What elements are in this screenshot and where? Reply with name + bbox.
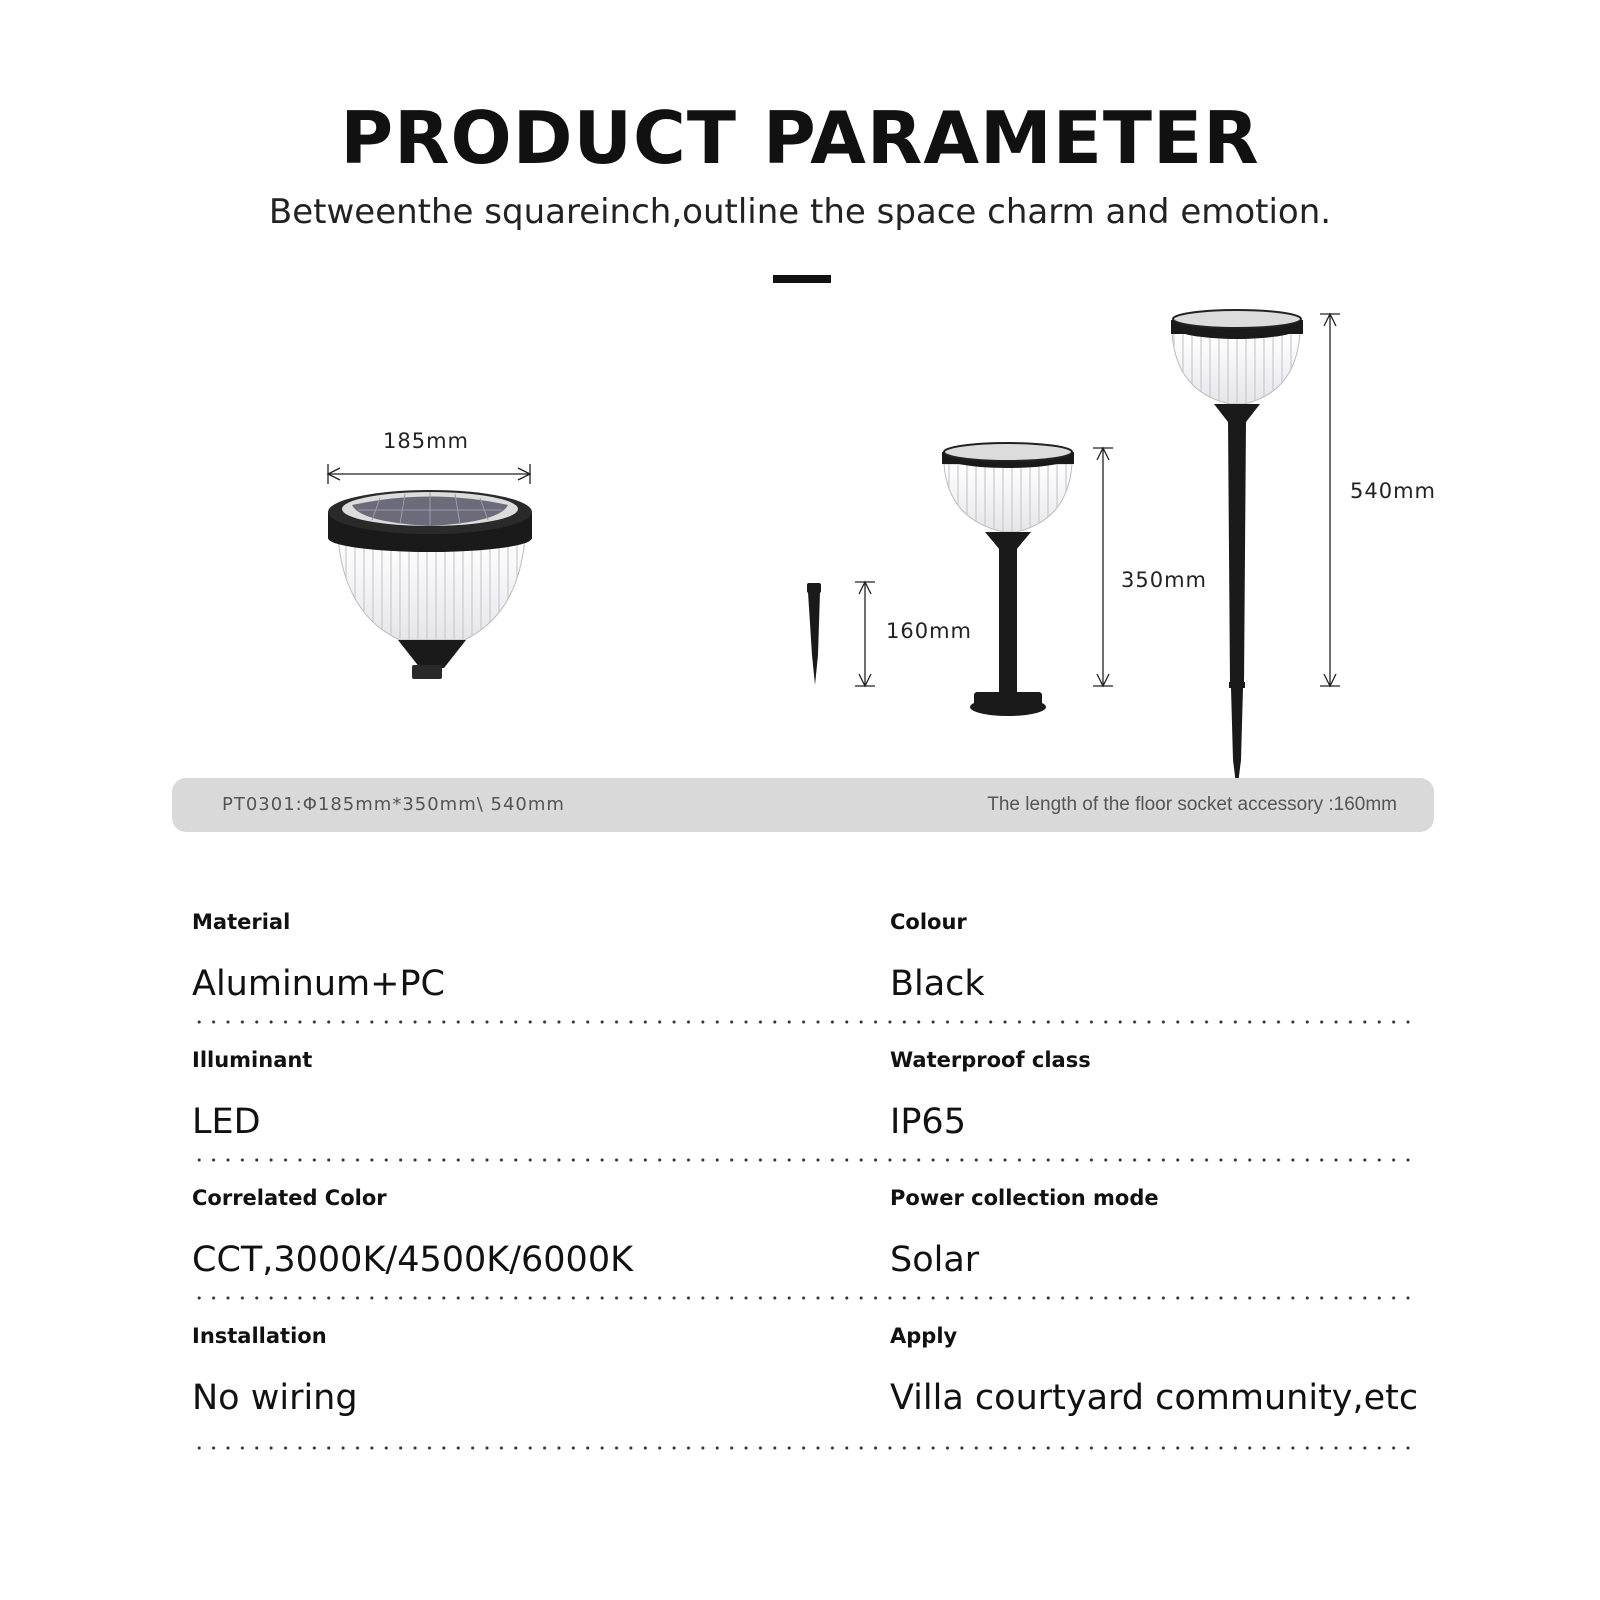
spec-row [192, 1314, 1419, 1464]
spec-label: Illuminant [192, 1048, 313, 1072]
dotted-divider [192, 1158, 1410, 1162]
diameter-dimension-arrow [328, 464, 530, 484]
spec-label: Material [192, 910, 291, 934]
spec-value: Black [890, 964, 985, 1004]
lamp-head-illustration [328, 490, 532, 679]
spec-label: Colour [890, 910, 967, 934]
tall-lamp-height-label: 540mm [1350, 479, 1436, 503]
tall-lamp-illustration [1171, 310, 1303, 792]
diameter-label: 185mm [383, 429, 469, 453]
dotted-divider [192, 1296, 1410, 1300]
spec-value: Aluminum+PC [192, 964, 445, 1004]
spec-value: CCT,3000K/4500K/6000K [192, 1240, 634, 1280]
spec-value: No wiring [192, 1378, 358, 1418]
model-spec-text: PT0301:Φ185mm*350mm\ 540mm [222, 794, 565, 815]
page-title: PRODUCT PARAMETER [340, 96, 1260, 180]
spec-label: Installation [192, 1324, 327, 1348]
spec-value: LED [192, 1102, 261, 1142]
spec-value: Villa courtyard community,etc [890, 1378, 1419, 1418]
spec-row [192, 1038, 1410, 1176]
spec-row [192, 1176, 1410, 1314]
spike-dimension-arrow [855, 582, 875, 686]
floor-spike-illustration [807, 583, 821, 685]
spec-row [192, 900, 1410, 1038]
spec-table [192, 900, 1419, 1464]
dotted-divider [192, 1020, 1410, 1024]
spike-length-label: 160mm [886, 619, 972, 643]
accessory-length-text: The length of the floor socket accessory :160mm [987, 794, 1397, 815]
spec-label: Apply [890, 1324, 958, 1348]
short-lamp-height-label: 350mm [1121, 568, 1207, 592]
spec-value: Solar [890, 1240, 980, 1280]
spec-label: Power collection mode [890, 1186, 1159, 1210]
short-lamp-illustration [942, 443, 1074, 716]
short-lamp-dimension-arrow [1093, 448, 1113, 686]
spec-value: IP65 [890, 1102, 966, 1142]
dotted-divider [192, 1446, 1410, 1450]
spec-label: Waterproof class [890, 1048, 1091, 1072]
model-info-bar [172, 778, 1434, 832]
tall-lamp-dimension-arrow [1320, 314, 1340, 686]
page-subtitle: Betweenthe squareinch,outline the space charm and emotion. [268, 192, 1332, 232]
spec-label: Correlated Color [192, 1186, 387, 1210]
